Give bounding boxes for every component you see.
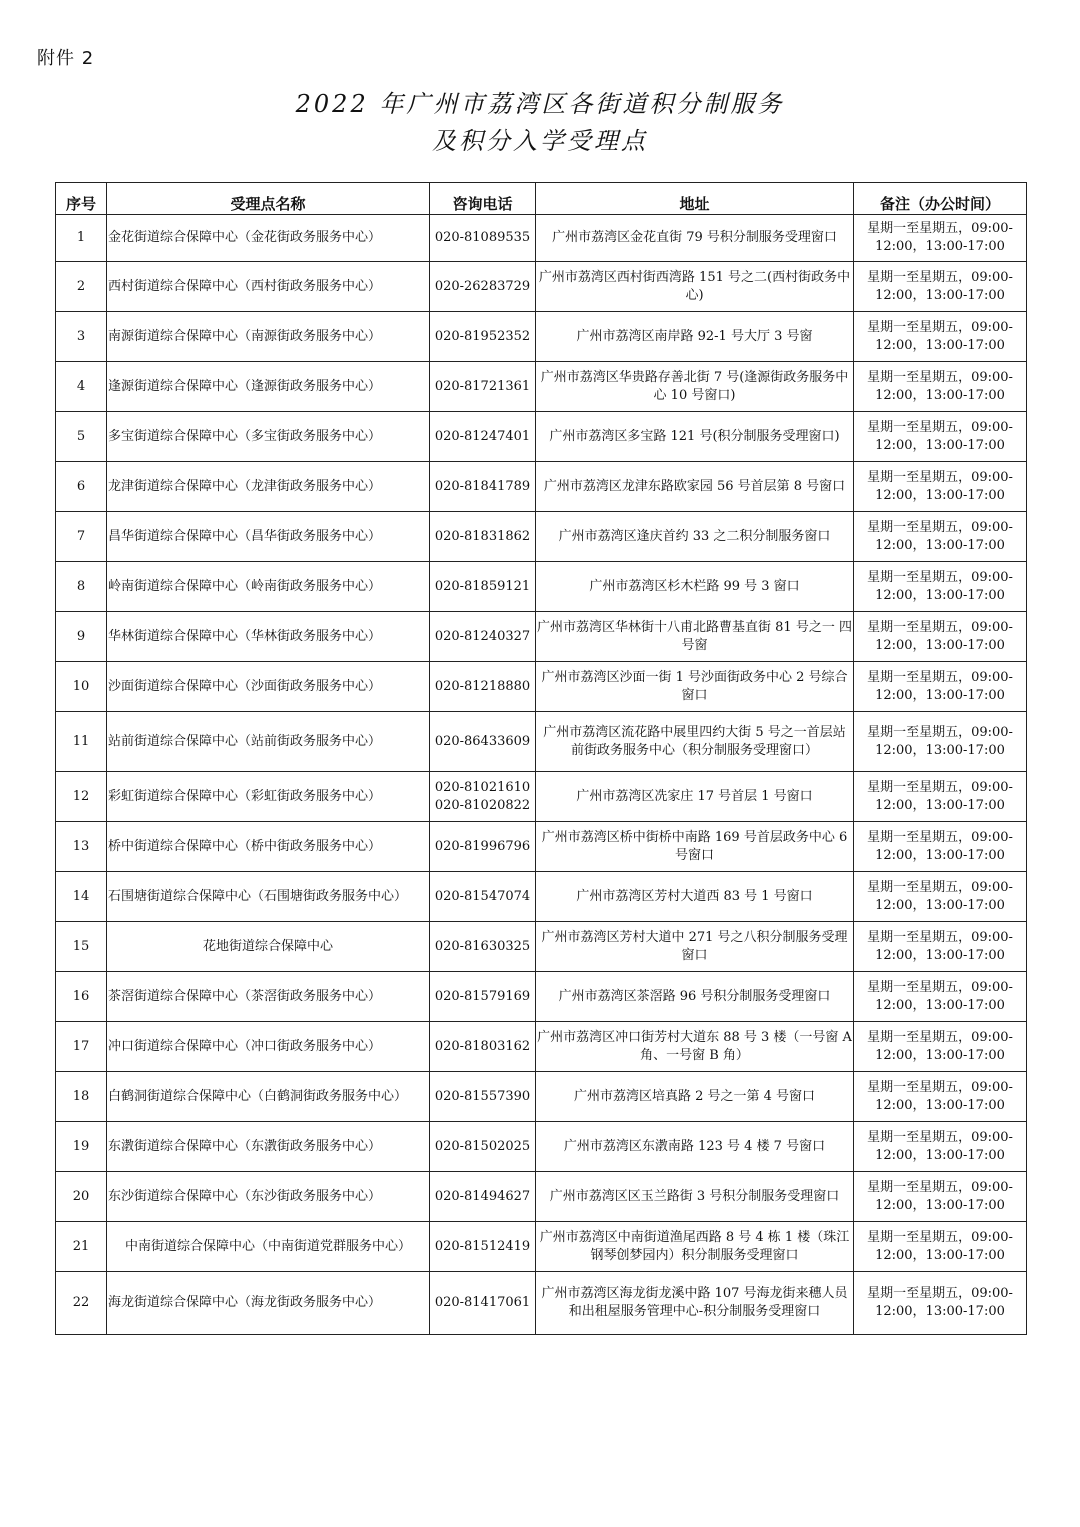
row-note: 星期一至星期五，09:00-12:00，13:00-17:00 [854,872,1027,922]
row-point-name: 南源街道综合保障中心（南源街政务服务中心） [107,312,430,362]
row-point-name: 龙津街道综合保障中心（龙津街政务服务中心） [107,462,430,512]
row-serial-no: 22 [56,1272,107,1335]
row-phone: 020-81996796 [430,822,536,872]
row-note: 星期一至星期五，09:00-12:00，13:00-17:00 [854,462,1027,512]
service-points-table [55,182,1027,1335]
row-serial-no: 12 [56,772,107,822]
row-serial-no: 11 [56,712,107,772]
header-note: 备注（办公时间） [854,183,1027,215]
row-serial-no: 16 [56,972,107,1022]
row-address: 广州市荔湾区茶滘路 96 号积分制服务受理窗口 [536,972,854,1022]
row-phone: 020-81502025 [430,1122,536,1172]
row-point-name: 石围塘街道综合保障中心（石围塘街政务服务中心） [107,872,430,922]
row-phone: 020-81547074 [430,872,536,922]
row-address: 广州市荔湾区芳村大道中 271 号之八积分制服务受理窗口 [536,922,854,972]
row-serial-no: 8 [56,562,107,612]
table-row [56,1172,1027,1222]
row-phone: 020-81218880 [430,662,536,712]
table-row [56,362,1027,412]
row-note: 星期一至星期五，09:00-12:00，13:00-17:00 [854,972,1027,1022]
row-point-name: 金花街道综合保障中心（金花街政务服务中心） [107,215,430,262]
row-phone: 020-81630325 [430,922,536,972]
table-header-row [56,183,1027,215]
table-row [56,562,1027,612]
table-row [56,215,1027,262]
row-serial-no: 4 [56,362,107,412]
row-point-name: 华林街道综合保障中心（华林街政务服务中心） [107,612,430,662]
table-row [56,612,1027,662]
row-note: 星期一至星期五，09:00-12:00，13:00-17:00 [854,215,1027,262]
row-address: 广州市荔湾区桥中街桥中南路 169 号首层政务中心 6 号窗口 [536,822,854,872]
row-note: 星期一至星期五，09:00-12:00，13:00-17:00 [854,512,1027,562]
row-point-name: 彩虹街道综合保障中心（彩虹街政务服务中心） [107,772,430,822]
table-row [56,412,1027,462]
row-serial-no: 10 [56,662,107,712]
row-address: 广州市荔湾区金花直街 79 号积分制服务受理窗口 [536,215,854,262]
row-serial-no: 15 [56,922,107,972]
row-phone: 020-81494627 [430,1172,536,1222]
row-phone: 020-81952352 [430,312,536,362]
table-row [56,1122,1027,1172]
row-point-name: 花地街道综合保障中心 [107,922,430,972]
header-serial-no: 序号 [56,183,107,215]
row-address: 广州市荔湾区冼家庄 17 号首层 1 号窗口 [536,772,854,822]
row-note: 星期一至星期五，09:00-12:00，13:00-17:00 [854,562,1027,612]
table-row [56,262,1027,312]
row-point-name: 东漖街道综合保障中心（东漖街政务服务中心） [107,1122,430,1172]
row-serial-no: 6 [56,462,107,512]
table-row [56,512,1027,562]
row-note: 星期一至星期五，09:00-12:00，13:00-17:00 [854,772,1027,822]
table-row [56,922,1027,972]
row-address: 广州市荔湾区杉木栏路 99 号 3 窗口 [536,562,854,612]
row-phone: 020-81417061 [430,1272,536,1335]
row-point-name: 桥中街道综合保障中心（桥中街政务服务中心） [107,822,430,872]
row-note: 星期一至星期五，09:00-12:00，13:00-17:00 [854,1072,1027,1122]
row-serial-no: 14 [56,872,107,922]
row-serial-no: 1 [56,215,107,262]
row-note: 星期一至星期五，09:00-12:00，13:00-17:00 [854,662,1027,712]
table-row [56,662,1027,712]
row-serial-no: 3 [56,312,107,362]
row-serial-no: 19 [56,1122,107,1172]
document-title-line2: 及积分入学受理点 [432,127,648,155]
row-address: 广州市荔湾区培真路 2 号之一第 4 号窗口 [536,1072,854,1122]
row-phone: 020-86433609 [430,712,536,772]
row-phone: 020-81859121 [430,562,536,612]
row-address: 广州市荔湾区西村街西湾路 151 号之二(西村街政务中心) [536,262,854,312]
row-address: 广州市荔湾区东漖南路 123 号 4 楼 7 号窗口 [536,1122,854,1172]
row-serial-no: 21 [56,1222,107,1272]
row-address: 广州市荔湾区逢庆首约 33 之二积分制服务窗口 [536,512,854,562]
table-row [56,872,1027,922]
row-note: 星期一至星期五，09:00-12:00，13:00-17:00 [854,262,1027,312]
row-point-name: 中南街道综合保障中心（中南街道党群服务中心） [107,1222,430,1272]
row-point-name: 站前街道综合保障中心（站前街政务服务中心） [107,712,430,772]
table-row [56,772,1027,822]
row-address: 广州市荔湾区沙面一街 1 号沙面街政务中心 2 号综合窗口 [536,662,854,712]
table-row [56,1272,1027,1335]
row-phone: 020-81240327 [430,612,536,662]
row-point-name: 冲口街道综合保障中心（冲口街政务服务中心） [107,1022,430,1072]
row-note: 星期一至星期五，09:00-12:00，13:00-17:00 [854,1222,1027,1272]
row-phone: 020-81579169 [430,972,536,1022]
row-phone: 020-81721361 [430,362,536,412]
row-phone: 020-81831862 [430,512,536,562]
row-serial-no: 20 [56,1172,107,1222]
row-serial-no: 7 [56,512,107,562]
row-address: 广州市荔湾区多宝路 121 号(积分制服务受理窗口) [536,412,854,462]
row-address: 广州市荔湾区冲口街芳村大道东 88 号 3 楼（一号窗 A 角、一号窗 B 角） [536,1022,854,1072]
document-title-line1: 2022 年广州市荔湾区各街道积分制服务 [295,90,785,118]
table-body [56,215,1027,1335]
row-point-name: 西村街道综合保障中心（西村街政务服务中心） [107,262,430,312]
row-address: 广州市荔湾区海龙街龙溪中路 107 号海龙街来穗人员和出租屋服务管理中心-积分制服务受理窗口 [536,1272,854,1335]
row-point-name: 逢源街道综合保障中心（逢源街政务服务中心） [107,362,430,412]
table-row [56,822,1027,872]
header-phone: 咨询电话 [430,183,536,215]
header-point-name: 受理点名称 [107,183,430,215]
row-phone: 020-81021610 [434,779,531,795]
row-point-name: 多宝街道综合保障中心（多宝街政务服务中心） [107,412,430,462]
table-row [56,1022,1027,1072]
row-phone-secondary: 020-81020822 [434,797,531,813]
row-address: 广州市荔湾区南岸路 92-1 号大厅 3 号窗 [536,312,854,362]
row-point-name: 东沙街道综合保障中心（东沙街政务服务中心） [107,1172,430,1222]
row-phone-cell [430,772,536,822]
row-address: 广州市荔湾区流花路中展里四约大街 5 号之一首层站前街政务服务中心（积分制服务受理窗口） [536,712,854,772]
table-row [56,1072,1027,1122]
table-row [56,312,1027,362]
row-note: 星期一至星期五，09:00-12:00，13:00-17:00 [854,922,1027,972]
row-serial-no: 2 [56,262,107,312]
row-point-name: 岭南街道综合保障中心（岭南街政务服务中心） [107,562,430,612]
row-address: 广州市荔湾区龙津东路欧家园 56 号首层第 8 号窗口 [536,462,854,512]
row-note: 星期一至星期五，09:00-12:00，13:00-17:00 [854,362,1027,412]
row-note: 星期一至星期五，09:00-12:00，13:00-17:00 [854,312,1027,362]
row-address: 广州市荔湾区华林街十八甫北路曹基直街 81 号之一 四号窗 [536,612,854,662]
header-address: 地址 [536,183,854,215]
row-address: 广州市荔湾区芳村大道西 83 号 1 号窗口 [536,872,854,922]
row-point-name: 海龙街道综合保障中心（海龙街政务服务中心） [107,1272,430,1335]
row-phone: 020-81512419 [430,1222,536,1272]
row-address: 广州市荔湾区区玉兰路街 3 号积分制服务受理窗口 [536,1172,854,1222]
row-serial-no: 18 [56,1072,107,1122]
row-point-name: 昌华街道综合保障中心（昌华街政务服务中心） [107,512,430,562]
table-row [56,462,1027,512]
row-address: 广州市荔湾区中南街道渔尾西路 8 号 4 栋 1 楼（珠江钢琴创梦园内）积分制服务受理窗口 [536,1222,854,1272]
table-row [56,712,1027,772]
attachment-label: 附件 2 [37,48,95,69]
row-note: 星期一至星期五，09:00-12:00，13:00-17:00 [854,1172,1027,1222]
row-note: 星期一至星期五，09:00-12:00，13:00-17:00 [854,412,1027,462]
row-phone: 020-81841789 [430,462,536,512]
table-row [56,972,1027,1022]
row-point-name: 白鹤洞街道综合保障中心（白鹤洞街政务服务中心） [107,1072,430,1122]
row-point-name: 茶滘街道综合保障中心（茶滘街政务服务中心） [107,972,430,1022]
row-phone: 020-81803162 [430,1022,536,1072]
row-point-name: 沙面街道综合保障中心（沙面街政务服务中心） [107,662,430,712]
row-note: 星期一至星期五，09:00-12:00，13:00-17:00 [854,612,1027,662]
row-phone: 020-26283729 [430,262,536,312]
row-note: 星期一至星期五，09:00-12:00，13:00-17:00 [854,712,1027,772]
table-row [56,1222,1027,1272]
row-phone: 020-81247401 [430,412,536,462]
row-note: 星期一至星期五，09:00-12:00，13:00-17:00 [854,1122,1027,1172]
row-address: 广州市荔湾区华贵路存善北街 7 号(逢源街政务服务中心 10 号窗口) [536,362,854,412]
row-phone: 020-81557390 [430,1072,536,1122]
row-phone: 020-81089535 [430,215,536,262]
row-note: 星期一至星期五，09:00-12:00，13:00-17:00 [854,1022,1027,1072]
row-note: 星期一至星期五，09:00-12:00，13:00-17:00 [854,1272,1027,1335]
row-serial-no: 13 [56,822,107,872]
row-serial-no: 17 [56,1022,107,1072]
row-note: 星期一至星期五，09:00-12:00，13:00-17:00 [854,822,1027,872]
row-serial-no: 5 [56,412,107,462]
row-serial-no: 9 [56,612,107,662]
